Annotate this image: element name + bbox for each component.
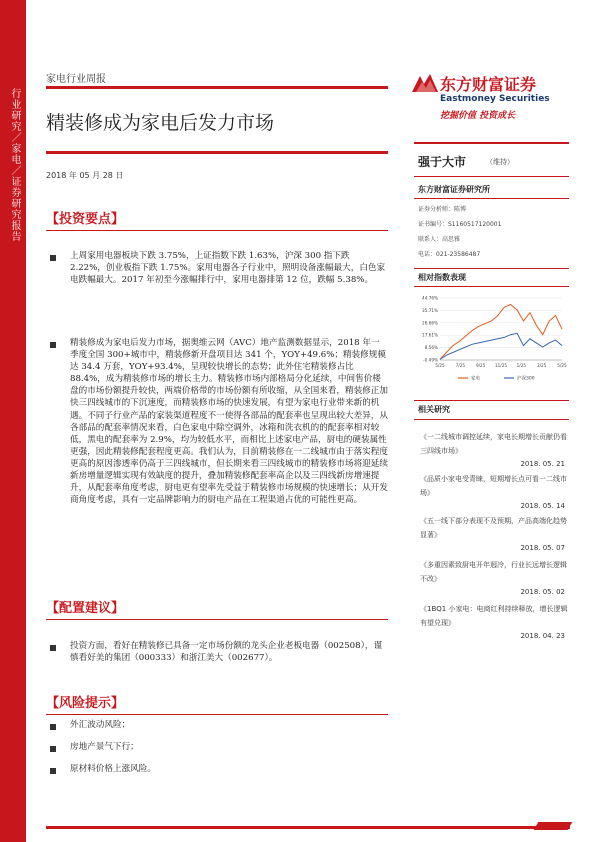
related-top-divider xyxy=(414,400,569,401)
analyst-info: 证券分析师：陈博 xyxy=(418,206,467,213)
chart-x-tick-label: 3/25 xyxy=(536,363,547,368)
chart-x-tick-label: 11/25 xyxy=(494,363,508,368)
related-heading: 相关研究 xyxy=(418,405,450,414)
chart-top-divider xyxy=(414,268,569,269)
section-risk-divider xyxy=(46,714,388,715)
chart-x-tick-label: 9/25 xyxy=(475,363,486,368)
related-item-date: 2018. 05. 02 xyxy=(520,588,565,596)
institute-divider xyxy=(414,198,569,199)
related-item-title[interactable]: 《一二线城市调控延续，家电长期增长贡献仍看三四线市场》 xyxy=(420,433,567,455)
related-item-date: 2018. 05. 07 xyxy=(520,544,565,552)
chart-y-tick-label: 17.61% xyxy=(422,332,438,338)
phone-info: 电话：021-23586487 xyxy=(418,251,481,258)
risk-item-materials: 原材料价格上涨风险。 xyxy=(70,764,156,774)
chart-x-tick-label: 1/25 xyxy=(516,363,527,368)
relative-index-chart xyxy=(414,290,570,390)
footer-accent xyxy=(534,822,573,830)
chart-heading-divider xyxy=(414,286,569,287)
bullet-marker xyxy=(50,342,56,348)
chart-x-tick-label: 7/25 xyxy=(455,363,466,368)
related-item-date: 2018. 04. 23 xyxy=(520,632,565,640)
chart-y-tick-label: -0.49% xyxy=(423,357,438,363)
report-category: 家电行业周报 xyxy=(46,74,106,85)
title-divider xyxy=(46,151,388,154)
chart-legend-label: 家电 xyxy=(471,376,480,382)
header-divider xyxy=(46,86,388,89)
report-title: 精装修成为家电后发力市场 xyxy=(46,112,275,134)
related-item-title[interactable]: 《品质小家电受青睐，短期增长点可看一二线市场》 xyxy=(420,475,567,497)
risk-item-fx: 外汇波动风险； xyxy=(70,720,131,730)
chart-y-tick-label: 44.76% xyxy=(422,295,438,301)
bullet-marker xyxy=(50,768,56,774)
footer-divider xyxy=(46,826,570,829)
bullet-marker xyxy=(50,645,56,651)
chart-x-tick-label: 5/25 xyxy=(557,363,567,368)
chart-y-tick-label: 35.71% xyxy=(422,307,438,313)
bullet-marker xyxy=(50,746,56,752)
sidebar-text: 行业研究／家电／证券研究报告 xyxy=(9,88,20,242)
paragraph-market: 上周家用电器板块下跌 3.75%，上证指数下跌 1.63%，沪深 300 指下跌 2.22%，创业板指下跌 1.75%。家用电器各子行业中，照明设备涨幅最大，白色家电跌幅最大。2017 年初至今涨幅排行中，家用电器排第 12 位，跌幅 5.38%。 xyxy=(70,251,386,286)
chart-y-tick-label: 8.56% xyxy=(424,345,438,351)
chart-y-tick-label: 26.66% xyxy=(422,320,438,326)
chart-legend-label: 沪深300 xyxy=(517,376,535,382)
company-slogan: 挖掘价值 投资成长 xyxy=(440,111,516,121)
chart-heading: 相对指数表现 xyxy=(418,273,466,282)
cert-info: 证书编号：S1160517120001 xyxy=(418,221,502,228)
rating-main: 强于大市 xyxy=(418,155,467,169)
section-risk: 【风险提示】 xyxy=(46,696,125,711)
bullet-marker xyxy=(50,724,56,730)
related-item-title[interactable]: 《1BQ1 小家电：电商红利持续释放，增长逻辑有望兑现》 xyxy=(420,605,568,627)
paragraph-analysis: 精装修成为家电后发力市场，据奥维云网（AVC）地产监测数据显示，2018 年一季度全国 300+城市中，精装修新开盘项目达 341 个，YOY+49.6%；精装修规模达 34.4 万套，YOY+93.4%，呈现较快增长的态势；此外住宅精装修占比 88.4%，成为精装修市场的增长主力。精装修市场内部格局分化延续，中间售价楼盘的市场份额提升较快，两端价格带的市场份额有所收缩，从全国来看，精装修正加快三四线城市的下沉速度，而精装修市场的快速发展，有望为家电行业带来新的机遇。不同子行业产品的家装渠道程度不一使得各部品的配套率也呈现出较大差异，从各部品的配套率情况来看，白色家电中除空调外，冰箱和洗衣机的的配套率相对较低，黑电的配套率为 2.9%，均为较低水平，而相比上述家电产品，厨电的硬装属性更强，因此精装修配套程度更高。我们认为，目前精装修在一二线城市由于落实程度更高的原因渗透率仍高于三四线城市，但长期来看三四线城市的精装修市场将迎延续新房增量逻辑实现有效缺度的提升，叠加精装修配套率高企以及三四线新房增速提升，从配套率角度考虑，厨电更有望率先受益于精装修市场规模的快速增长；从开发商角度考虑，具有一定品牌影响力的厨电产品在工程渠道占优的可能性更高。 xyxy=(70,338,388,506)
rating-sub: （维持） xyxy=(486,158,514,166)
chart-series-line xyxy=(440,305,562,360)
risk-item-realestate: 房地产景气下行； xyxy=(70,742,139,752)
rating-bottom-divider xyxy=(414,176,569,177)
related-item-title[interactable]: 《五一线下部分表现不及预期，产品高端化趋势显著》 xyxy=(420,517,567,539)
section-allocation-divider xyxy=(46,619,388,620)
paragraph-recommendation: 投资方面，看好在精装修已具备一定市场份额的龙头企业老板电器（002508），谨慎看好美的集团（000333）和浙江美大（002677）。 xyxy=(70,641,383,664)
chart-series-line xyxy=(440,333,562,359)
sidebar xyxy=(0,0,26,842)
logo-cn-name: 东方财富证券 xyxy=(440,75,537,94)
chart-x-tick-label: 5/25 xyxy=(435,363,445,368)
logo-mark-icon xyxy=(410,72,440,94)
report-date: 2018 年 05 月 28 日 xyxy=(46,171,124,180)
related-item-title[interactable]: 《多重因素致厨电开年迥冷，行业长远增长逻辑不改》 xyxy=(420,561,567,583)
contact-info: 联系人：高思雅 xyxy=(418,236,461,243)
rating-top-divider xyxy=(414,142,569,144)
related-item-date: 2018. 05. 21 xyxy=(520,460,565,468)
section-key-points: 【投资要点】 xyxy=(46,212,125,227)
section-key-points-divider xyxy=(46,230,388,231)
related-item-date: 2018. 05. 14 xyxy=(520,502,565,510)
logo-en-name: Eastmoney Securities xyxy=(440,94,550,104)
institute-name: 东方财富证券研究所 xyxy=(418,185,490,194)
section-allocation: 【配置建议】 xyxy=(46,601,125,616)
related-heading-divider xyxy=(414,419,569,420)
bullet-marker xyxy=(50,255,56,261)
